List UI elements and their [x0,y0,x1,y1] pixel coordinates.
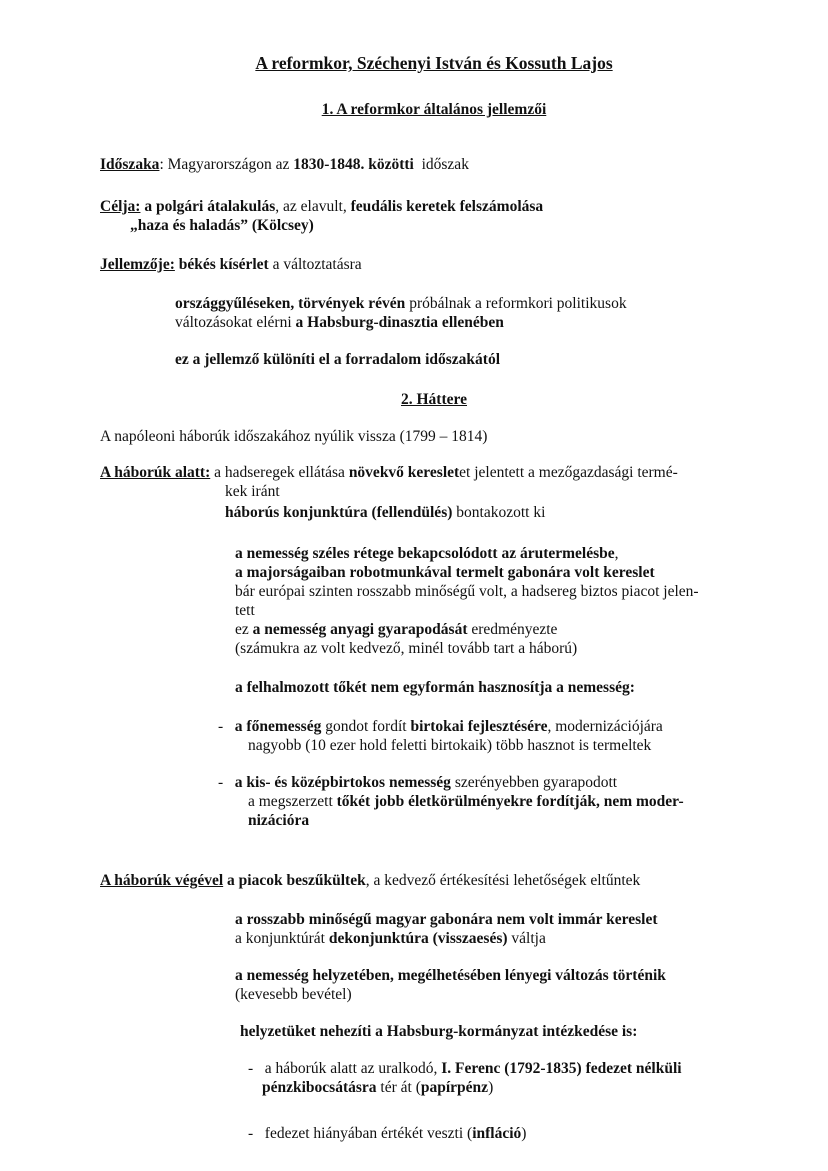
text-run: ez [235,621,253,638]
celja-line [100,197,768,216]
text-run: ez a jellemző különíti el a forradalom időszakától [175,351,501,368]
haboruk-vegevel-line [100,871,768,890]
text-run: a nemesség helyzetében, megélhetésében lényegi változás történik [235,967,666,984]
text-run: a majorságaiban robotmunkával termelt gabonára volt kereslet [235,564,655,581]
text-run: tér át ( [376,1079,421,1096]
felhalmozott-line [235,678,768,697]
text-run: időszak [413,156,469,173]
text-run: tőkét jobb életkörülményekre fordítják, nem moder- [336,793,684,810]
text-run: nagyobb (10 ezer hold feletti birtokaik) több hasznot is termeltek [248,737,652,754]
helyzetuket-line [240,1022,768,1041]
rosszabb-line-1 [235,910,768,929]
section-1-heading [100,100,768,119]
celja-line-2 [130,216,768,235]
rosszabb-line-2 [235,929,768,948]
text-run: a Habsburg-dinasztia ellenében [295,314,504,331]
text-run: a megszerzett [248,793,337,810]
text-run: ) [521,1125,527,1142]
text-run: szerényebben gyarapodott [450,774,618,791]
text-run: pénzkibocsátásra [262,1079,377,1096]
text-run: - [218,774,235,791]
text-run: próbálnak a reformkori politikusok [405,295,627,312]
text-run: 1830-1848. közötti [293,156,414,173]
text-run: a hadseregek ellátása [210,464,349,481]
bullet-ferenc-line-1 [248,1059,768,1078]
bullet-fonemesseg-line-1 [218,717,768,736]
nemesseg-line-4 [235,601,768,620]
text-run: I. Ferenc (1792-1835) fedezet nélküli [441,1060,682,1077]
text-run: Célja: [100,198,141,215]
text-run: A háborúk alatt: [100,464,211,481]
helyzet-line-2 [235,985,768,1004]
text-run: - fedezet hiányában értékét veszti ( [248,1125,473,1142]
nemesseg-line-2 [235,563,768,582]
text-run: - [218,718,235,735]
bullet-fonemesseg-line-2 [248,736,768,755]
text-run: békés kísérlet [178,256,269,273]
helyzet-line-1 [235,966,768,985]
text-run: , a kedvező értékesítési lehetőségek eltűntek [365,872,641,889]
text-run: papírpénz [420,1079,489,1096]
text-run: a változtatásra [268,256,362,273]
orszaggyules-line-1 [175,294,768,313]
text-run: : [629,679,635,696]
bullet-kozepbirtokos-line-1 [218,773,768,792]
text-run: nizációra [248,812,310,829]
nemesseg-line-1 [235,544,768,563]
text-run: háborús konjunktúra (fellendülés) [225,504,453,521]
text-run: bontakozott ki [452,504,546,521]
text-run: : [632,1023,638,1040]
text-run: tett [235,602,255,619]
bullet-ferenc-line-2 [262,1078,768,1097]
text-run: a nemesség anyagi gyarapodását [252,621,468,638]
text-run: dekonjunktúra (visszaesés) [328,930,508,947]
text-run: a polgári átalakulás [144,198,276,215]
napoleoni-line [100,427,768,446]
haboruk-alatt-line-1 [100,463,768,482]
nemesseg-line-3 [235,582,768,601]
text-run: , [614,545,619,562]
text-run: a konjunktúrát [235,930,329,947]
text-run: a rosszabb minőségű magyar gabonára nem volt immár kereslet [235,911,658,928]
orszaggyules-line-2 [175,313,768,332]
text-run: birtokai fejlesztésére [410,718,548,735]
text-run: országgyűléseken, törvények révén [175,295,406,312]
text-run: , az elavult, [275,198,351,215]
text-run: helyzetüket nehezíti a Habsburg-kormányzat intézkedése is [240,1023,633,1040]
text-run: 2. Háttere [401,391,467,408]
text-run: változásokat elérni [175,314,296,331]
text-run: A napóleoni háborúk időszakához nyúlik vissza (1799 – 1814) [100,428,488,445]
text-run: a kis- és középbirtokos nemesség [234,774,451,791]
nemesseg-line-5 [235,620,768,639]
text-run: ) [488,1079,494,1096]
text-run: Időszaka [100,156,160,173]
text-run: et jelentett a mezőgazdasági termé- [459,464,678,481]
text-run: a nemesség széles rétege bekapcsolódott az árutermelésbe [235,545,615,562]
idoszaka-line [100,155,768,174]
bullet-kozepbirtokos-line-2 [248,792,768,811]
text-run: bár európai szinten rosszabb minőségű volt, a hadsereg biztos piacot jelen- [235,583,699,600]
text-run: kek iránt [225,483,280,500]
text-run: eredményezte [467,621,558,638]
text-run: a felhalmozott tőkét nem egyformán hasznosítja a nemesség [235,679,630,696]
text-run: (számukra az volt kedvező, minél tovább tart a háború) [235,640,578,657]
doc-title [100,52,768,74]
text-run: (kevesebb bevétel) [235,986,352,1003]
text-run: a piacok beszűkültek [227,872,366,889]
nemesseg-line-6 [235,639,768,658]
text-run: : Magyarországon az [159,156,294,173]
text-run: , modernizációjára [547,718,663,735]
bullet-inflacio-line [248,1124,768,1143]
text-run: 1. A reformkor általános jellemzői [321,101,547,118]
text-run: növekvő kereslet [348,464,460,481]
text-run: A háborúk végével [100,872,224,889]
section-2-heading [100,390,768,409]
text-run: „haza és haladás” (Kölcsey) [130,217,314,234]
konjunktura-line [225,503,768,522]
text-run: a főnemesség [234,718,322,735]
text-run: - a háborúk alatt az uralkodó, [248,1060,442,1077]
text-run: gondot fordít [321,718,411,735]
text-run: infláció [472,1125,522,1142]
jellemzoje-line [100,255,768,274]
haboruk-alatt-line-2 [225,482,768,501]
bullet-kozepbirtokos-line-3 [248,811,768,830]
jellemzo-kulonit-line [175,350,768,369]
text-run: Jellemzője: [100,256,175,273]
text-run: A reformkor, Széchenyi István és Kossuth Lajos [255,53,613,73]
text-run: feudális keretek felszámolása [350,198,544,215]
text-run: váltja [507,930,546,947]
